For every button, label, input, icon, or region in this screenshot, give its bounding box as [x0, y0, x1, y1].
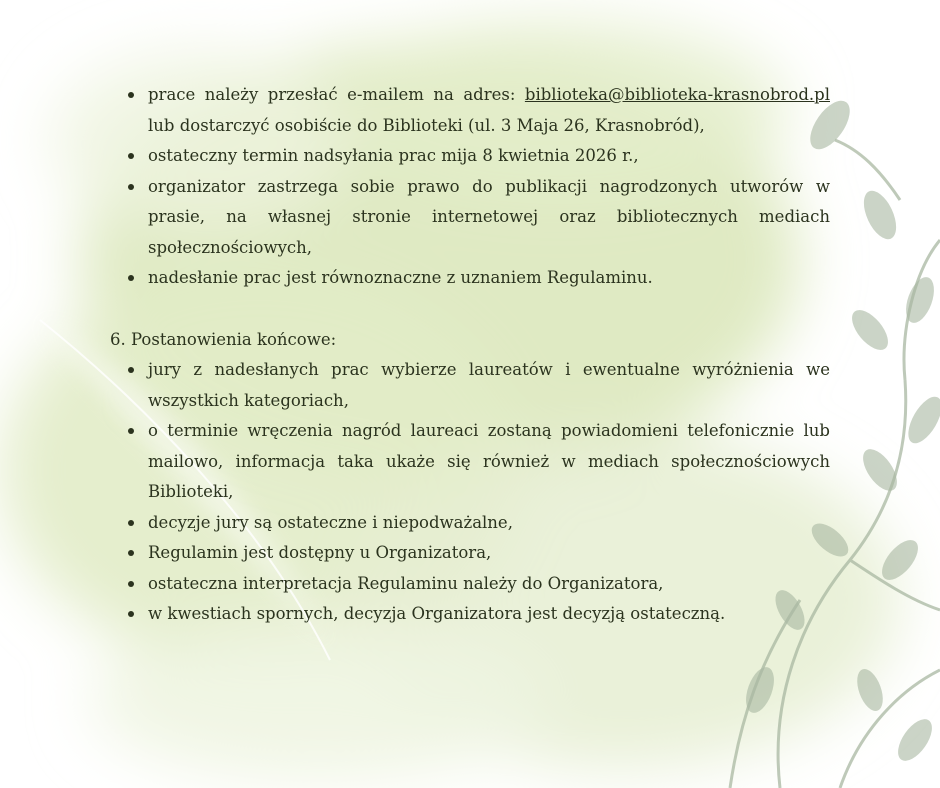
list-item: decyzje jury są ostateczne i niepodważalne,: [110, 508, 830, 539]
list-item: w kwestiach spornych, decyzja Organizatora jest decyzją ostateczną.: [110, 599, 830, 630]
submission-rules-list: [110, 80, 830, 294]
list-item: o terminie wręczenia nagród laureaci zostaną powiadomieni telefonicznie lub mailowo, informacja taka ukaże się również w mediach społecznościowych Biblioteki,: [110, 416, 830, 508]
list-item: prace należy przesłać e-mailem na adres: biblioteka@biblioteka-krasnobrod.pl lub dostarczyć osobiście do Biblioteki (ul. 3 Maja 26, Krasnobród),: [110, 80, 830, 141]
list-item: organizator zastrzega sobie prawo do publikacji nagrodzonych utworów w prasie, na własnej stronie internetowej oraz bibliotecznych mediach społecznościowych,: [110, 172, 830, 264]
list-item: ostateczna interpretacja Regulaminu należy do Organizatora,: [110, 569, 830, 600]
list-item: ostateczny termin nadsyłania prac mija 8 kwietnia 2026 r.,: [110, 141, 830, 172]
list-item: Regulamin jest dostępny u Organizatora,: [110, 538, 830, 569]
document-body: [110, 80, 830, 630]
final-provisions-list: [110, 355, 830, 630]
section-heading: 6. Postanowienia końcowe:: [110, 329, 337, 349]
email-link[interactable]: biblioteka@biblioteka-krasnobrod.pl: [524, 85, 830, 104]
list-item: jury z nadesłanych prac wybierze laureatów i ewentualne wyróżnienia we wszystkich kategoriach,: [110, 355, 830, 416]
list-item: nadesłanie prac jest równoznaczne z uznaniem Regulaminu.: [110, 263, 830, 294]
